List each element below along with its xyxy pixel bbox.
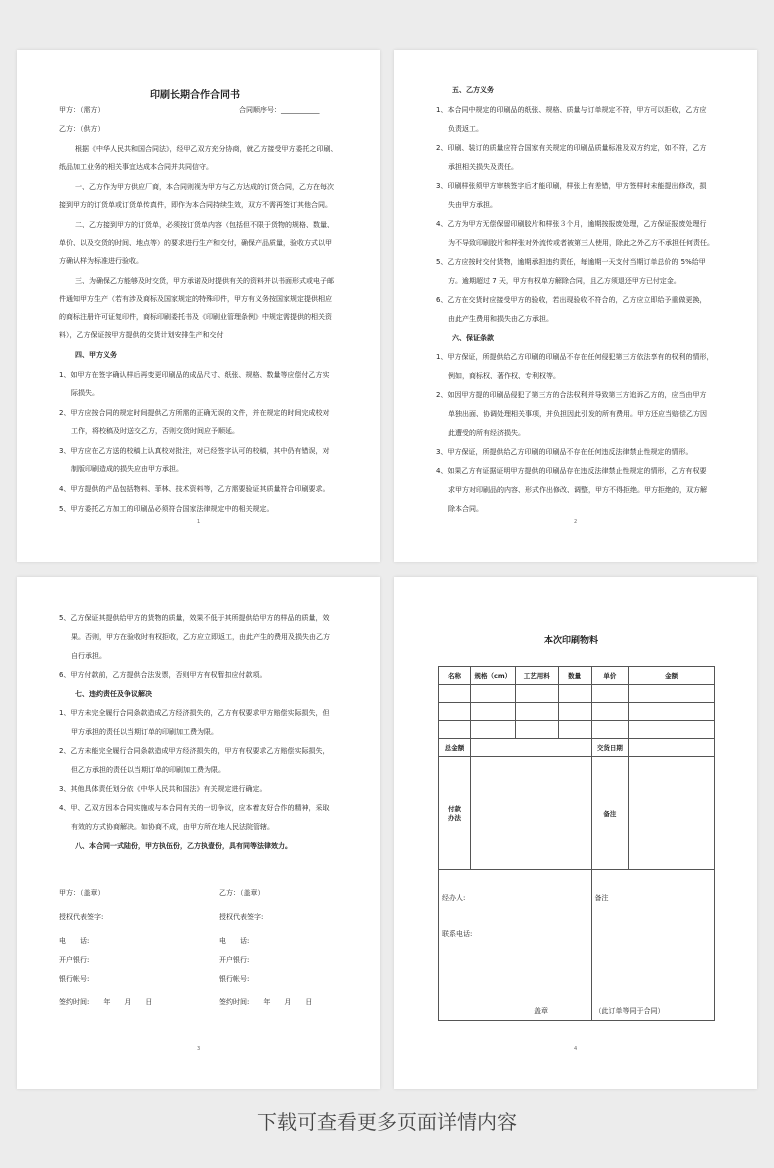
sign-a-line: 银行帐号: [59,975,90,983]
list-item: 果。否则，甲方在验收时有权拒收，乙方应立即返工，由此产生的费用及损失由乙方 [71,633,330,641]
list-item: 负责返工。 [448,125,483,133]
clause-3-line: 件通知甲方生产（若有涉及商标及国家规定的特殊印件，甲方有义务按国家规定提供相应 [59,295,332,303]
header-name: 名称 [439,667,471,685]
total-label: 总金额 [439,739,471,757]
page-number: 1 [197,519,201,525]
list-item: 1、如甲方在签字确认样后再变更印刷品的成品尺寸、纸张、规格、数量等应偿付乙方实 [59,371,330,379]
list-item: 单独出面、协调处理相关事项，并负担因此引发的所有费用。甲方还应当赔偿乙方因 [448,410,707,418]
list-item: 4、甲方提供的产品包括物料、菲林、技术资料等，乙方需要验证其质量符合印刷要求。 [59,485,330,493]
section-heading: 八、本合同一式陆份，甲方执伍份，乙方执壹份，具有同等法律效力。 [75,842,292,850]
sign-b-line: 电 话: [219,937,250,945]
list-item: 1、甲方保证，所提供给乙方印刷的印刷品不存在任何侵犯第三方依法享有的权利的情形， [436,353,714,361]
list-item: 方。逾期超过 7 天，甲方有权单方解除合同，且乙方须退还甲方已付定金。 [448,277,681,285]
list-item: 1、甲方未完全履行合同条款造成乙方经济损失的，乙方有权要求甲方赔偿实际损失，但 [59,709,330,717]
list-item: 自行承担。 [71,652,106,660]
list-item: 2、如因甲方提的印刷品侵犯了第三方的合法权利并导致第三方追诉乙方的，应当由甲方 [436,391,707,399]
page-number: 3 [197,1046,201,1052]
contact-tel-label: 联系电话: [442,930,473,938]
section-heading: 四、甲方义务 [75,351,117,359]
remark-label: 备注 [591,757,629,870]
list-item: 1、本合同中规定的印刷品的纸张、规格、质量与订单规定不符，甲方可以拒收，乙方应 [436,106,707,114]
clause-1-line: 一、乙方作为甲方供应厂商，本合同则视为甲方与乙方达成的订货合同，乙方在每次 [75,183,334,191]
table-row [439,703,715,721]
contract-page-1 [17,50,380,562]
list-item: 2、印刷、装订的质量应符合国家有关规定的印刷品质量标准及双方约定，如不符，乙方 [436,144,707,152]
sign-b-line: 乙方：（盖章） [219,889,265,897]
sign-b-line: 银行帐号: [219,975,250,983]
header-material: 工艺用料 [515,667,558,685]
list-item: 3、印刷样张须甲方审核签字后才能印刷，样张上有差错，甲方签样时未能提出修改，损 [436,182,707,190]
contract-number: 合同顺序号：___________ [239,106,320,114]
list-item: 除本合同。 [448,505,483,513]
delivery-label: 交货日期 [591,739,629,757]
table-row [439,685,715,703]
list-item: 3、甲方保证，所提供给乙方印刷的印刷品不存在任何违反法律禁止性规定的情形。 [436,448,693,456]
intro-line: 纸品加工业务的相关事宜达成本合同并共同信守。 [59,163,213,171]
list-item: 5、乙方应按时交付货物，逾期承担违约责任，每逾期一天支付当期订单总价的 5%给甲 [436,258,706,266]
download-more-hint[interactable]: 下载可查看更多页面详情内容 [257,1110,517,1134]
sign-b-line: 签约时间: 年 月 日 [219,998,313,1006]
list-item: 5、甲方委托乙方加工的印刷品必须符合国家法律规定中的相关规定。 [59,505,274,513]
list-item: 4、如果乙方有证据证明甲方提供的印刷品存在违反法律禁止性规定的情形，乙方有权要 [436,467,707,475]
list-item: 4、乙方为甲方无偿保留印刷胶片和样张３个月，逾期按报废处理，乙方保证报废处理行 [436,220,707,228]
list-item: 工作，将校稿及时送交乙方，否则交货时间应予顺延。 [71,427,239,435]
header-spec: 规格（cm） [470,667,515,685]
handler-label: 经办人: [442,894,466,902]
sign-a-line: 授权代表签字: [59,913,104,921]
list-item: 6、甲方付款前，乙方提供合法发票，否则甲方有权暂扣应付款项。 [59,671,267,679]
list-item: 求甲方对印刷品的内容、形式作出修改、调整，甲方不得拒绝。甲方拒绝的，双方解 [448,486,707,494]
list-item: 承担相关损失及责任。 [448,163,518,171]
page-number: 2 [574,519,578,525]
remark2-label: 备注 [594,894,609,902]
stamp-label: 盖章 [534,1007,548,1015]
list-item: 此遭受的所有经济损失。 [448,429,525,437]
clause-2-line: 单价、以及交货的时间、地点等）的要求进行生产和交付，确保产品质量，验收方式以甲 [59,239,332,247]
order-note: （此订单等同于合同） [594,1007,665,1015]
contract-page-2 [394,50,757,562]
sign-b-line: 开户银行: [219,956,250,964]
list-item: 5、乙方保证其提供给甲方的货物的质量，效果不低于其所提供给甲方的样品的质量，效 [59,614,330,622]
list-item: 例如，商标权、著作权、专利权等。 [448,372,560,380]
table-header-row [439,667,715,685]
list-item: 2、乙方未能完全履行合同条款造成甲方经济损失的，甲方有权要求乙方赔偿实际损失， [59,747,330,755]
list-item: 甲方承担的责任以当期订单的印刷加工费为限。 [71,728,218,736]
list-item: 4、甲、乙双方因本合同实施或与本合同有关的一切争议，应本着友好合作的精神，采取 [59,804,330,812]
clause-2-line: 二、乙方接到甲方的订货单，必须按订货单内容（包括但不限于货物的规格、数量、 [75,221,334,229]
payment-row [439,757,715,870]
sign-a-line: 开户银行: [59,956,90,964]
clause-1-line: 接到甲方的订货单或订货单传真件，即作为本合同持续生效，双方不需再签订其他合同。 [59,201,332,209]
payment-label: 付款 办法 [439,757,471,870]
clause-3-line: 料），乙方保证按甲方提供的交货计划安排生产和交付 [59,331,224,339]
page-number: 4 [574,1046,578,1052]
materials-table [438,666,715,1021]
list-item: 有效的方式协商解决。如协商不成，由甲方所在地人民法院管辖。 [71,823,274,831]
signature-row [439,870,715,1021]
list-item: 制版印刷造成的损失应由甲方承担。 [71,465,183,473]
table-row [439,721,715,739]
clause-3-line: 三、为确保乙方能够及时交货，甲方承诺及时提供有关的资料并以书面形式或电子邮 [75,277,334,285]
list-item: 3、甲方应在乙方送的校稿上认真校对批注，对已经签字认可的校稿，其中仍有错误，对 [59,447,330,455]
list-item: 但乙方承担的责任以当期订单的印刷加工费为限。 [71,766,225,774]
sign-a-line: 甲方：（盖章） [59,889,105,897]
contract-page-4 [394,577,757,1089]
section-heading: 五、乙方义务 [452,86,494,94]
section-heading: 六、保证条款 [452,334,494,342]
contract-page-3 [17,577,380,1089]
list-item: 2、甲方应按合同的规定时间提供乙方所需的正确无误的文件，并在规定的时间完成校对 [59,409,330,417]
intro-line: 根据《中华人民共和国合同法》，经甲乙双方充分协商，就乙方接受甲方委托之印刷、 [75,145,338,153]
section-heading: 七、违约责任及争议解决 [75,690,152,698]
sign-a-line: 电 话: [59,937,90,945]
sign-a-line: 签约时间: 年 月 日 [59,998,153,1006]
header-unit-price: 单价 [591,667,629,685]
clause-2-line: 方确认样为标准进行验收。 [59,257,143,265]
header-amount: 金额 [629,667,715,685]
clause-3-line: 的商标注册许可证复印件，商标印刷委托书及《印刷业管理条例》中规定需提供的相关资 [59,313,332,321]
list-item: 失由甲方承担。 [448,201,497,209]
header-quantity: 数量 [558,667,591,685]
list-item: 为不导致印刷胶片和样张对外流传或者被第三人使用，除此之外乙方不承担任何责任。 [448,239,714,247]
list-item: 由此产生费用和损失由乙方承担。 [448,315,553,323]
list-item: 际损失。 [71,389,99,397]
total-row [439,739,715,757]
sign-b-line: 授权代表签字: [219,913,264,921]
materials-title: 本次印刷物料 [544,636,599,646]
party-b-label: 乙方：（供方） [59,125,105,133]
list-item: 6、乙方在交货时应接受甲方的验收，若出现验收不符合的，乙方应立即给予重做更换， [436,296,707,304]
list-item: 3、其他具体责任划分依《中华人民共和国法》有关规定进行确定。 [59,785,267,793]
contract-title: 印刷长期合作合同书 [150,90,240,101]
party-a-label: 甲方：（需方） [59,106,105,114]
